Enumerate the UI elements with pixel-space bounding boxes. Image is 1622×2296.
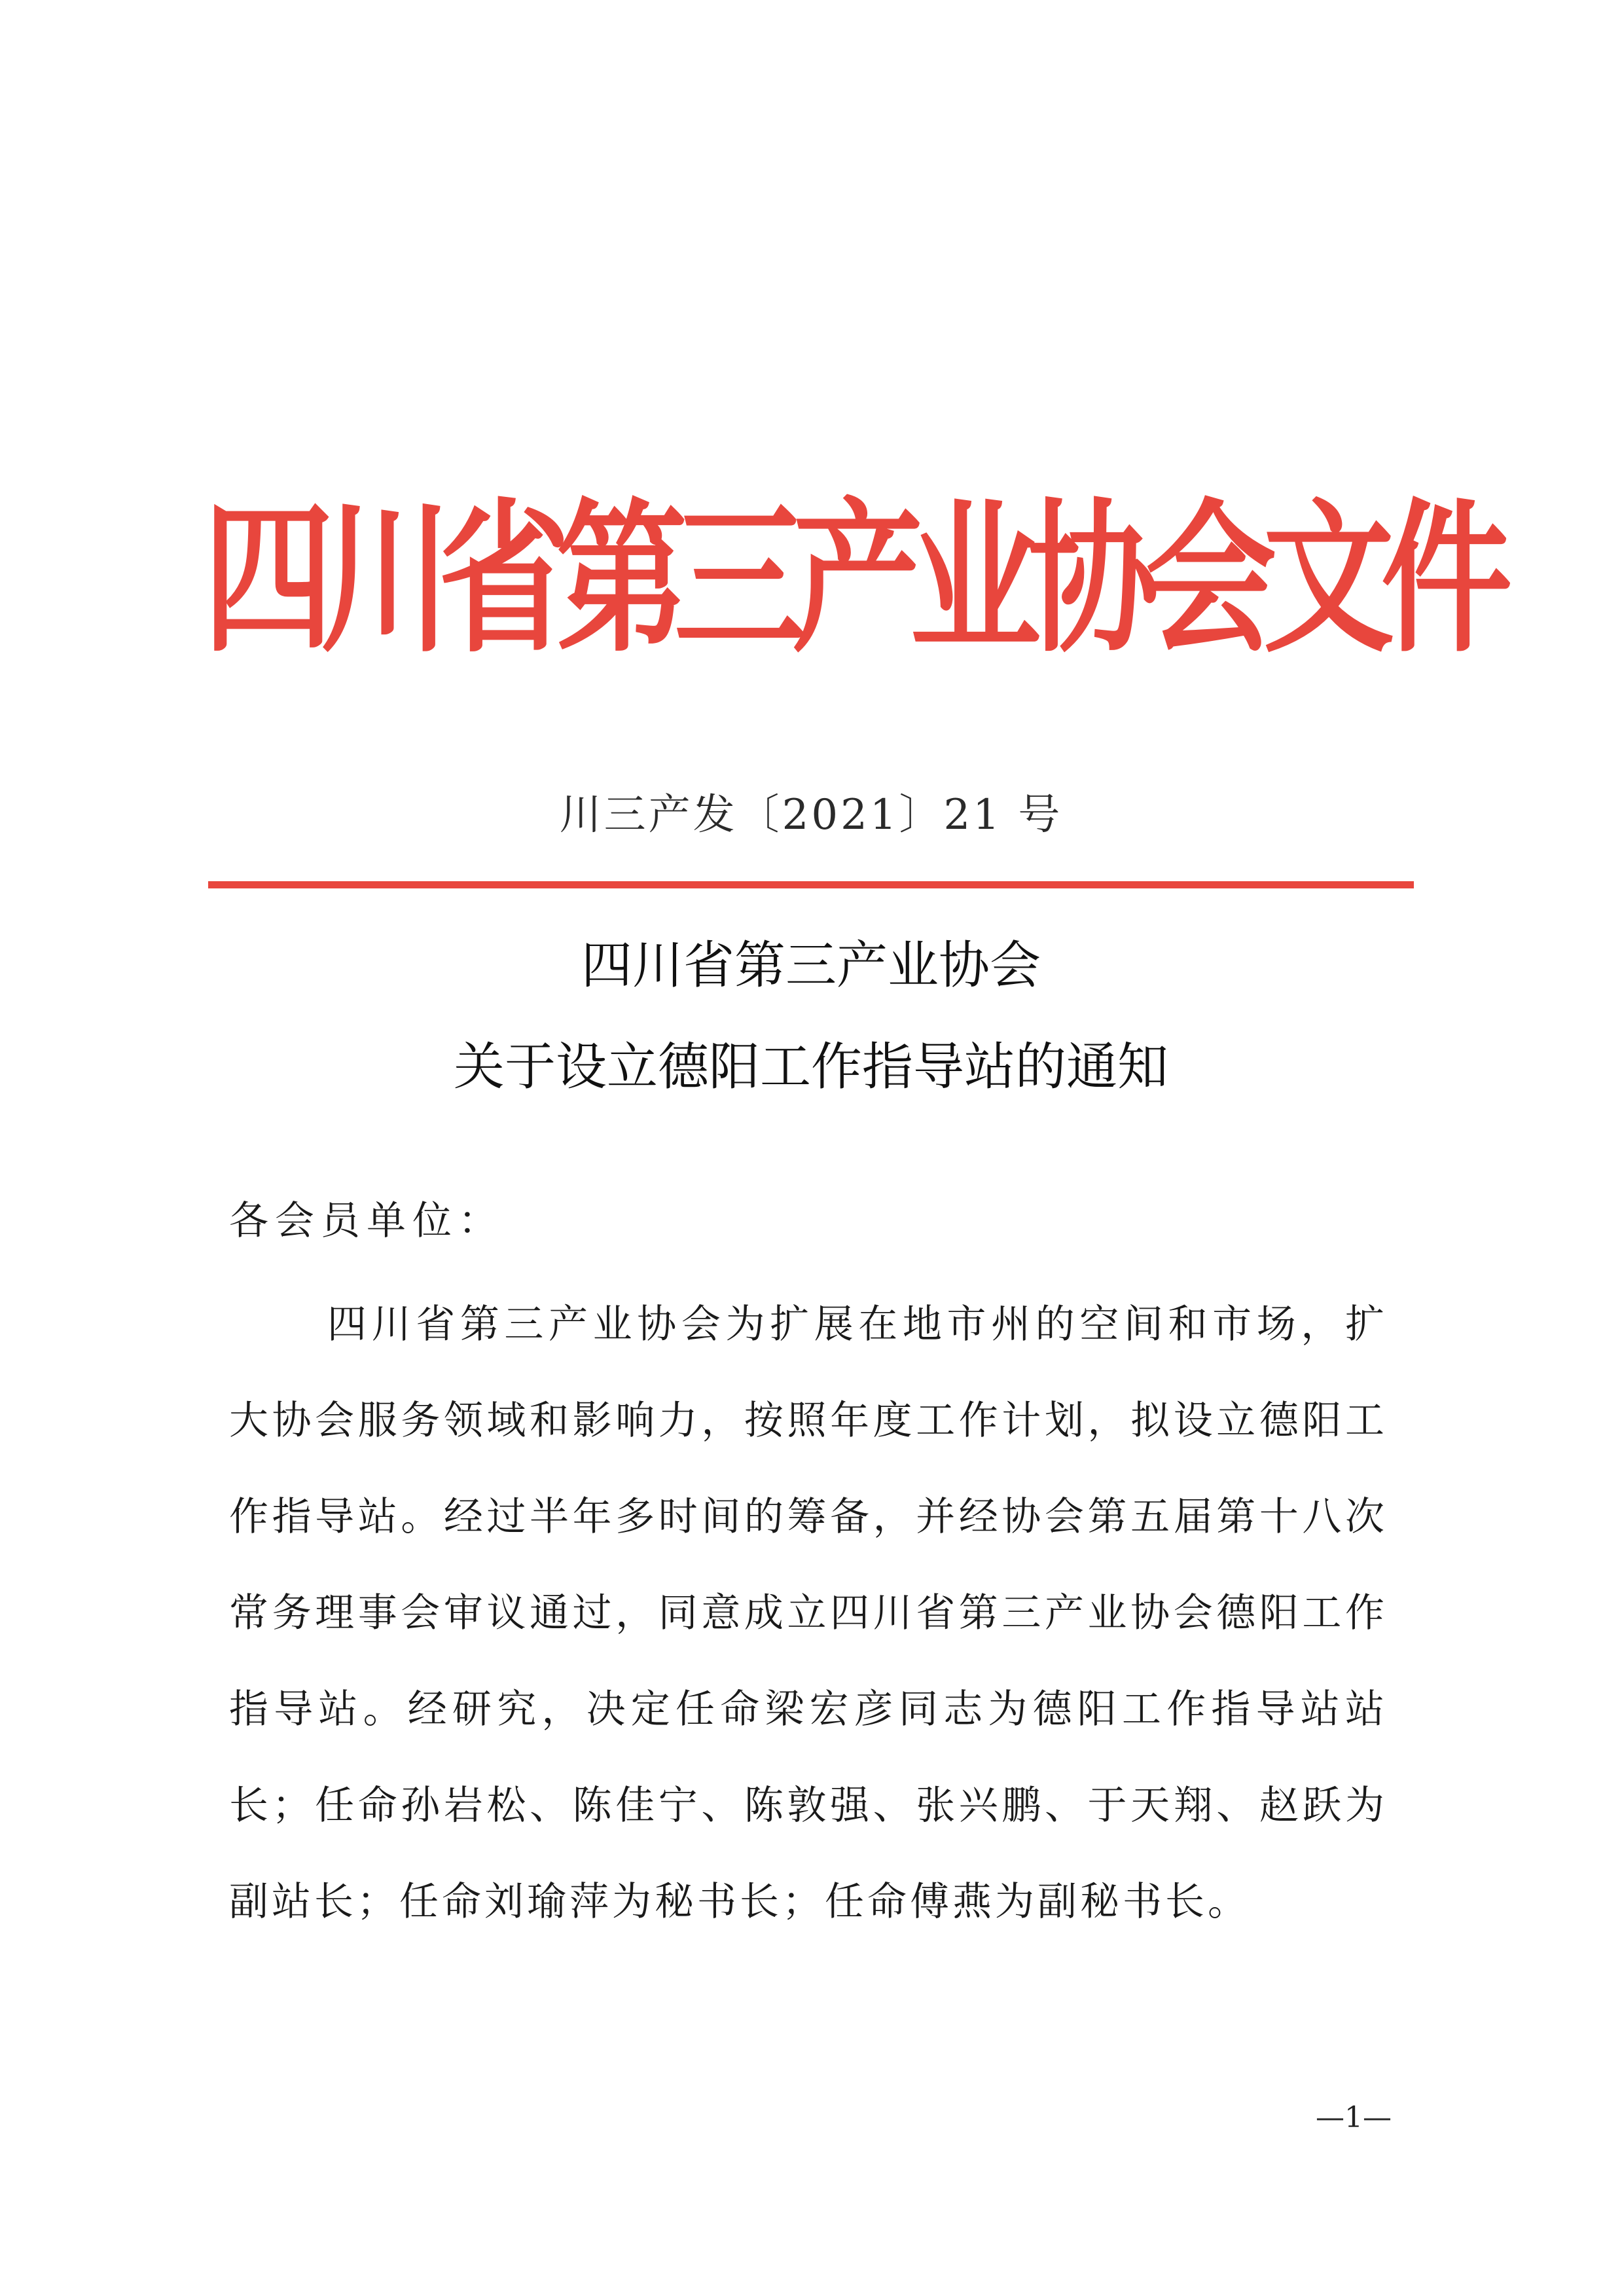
masthead-char: 省 <box>439 483 570 676</box>
masthead-char: 三 <box>674 483 806 676</box>
masthead-char: 业 <box>910 483 1041 676</box>
masthead-char: 文 <box>1263 483 1395 676</box>
masthead-char: 川 <box>321 483 452 676</box>
red-divider-line <box>208 881 1414 888</box>
masthead <box>203 481 1513 678</box>
masthead-char: 产 <box>792 483 924 676</box>
body-paragraph: 四川省第三产业协会为扩展在地市州的空间和市场，扩大协会服务领域和影响力，按照年度工作计划，拟设立德阳工作指导站。经过半年多时间的筹备，并经协会第五届第十八次常务理事会审议通过，同意成立四川省第三产业协会德阳工作指导站。经研究，决定任命梁宏彦同志为德阳工作指导站站长；任命孙岩松、陈佳宁、陈敦强、张兴鹏、于天翔、赵跃为副站长；任命刘瑜萍为秘书长；任命傅燕为副秘书长。 <box>229 1302 1388 1925</box>
page-number: —1— <box>1316 2101 1392 2134</box>
document-title-line-2: 关于设立德阳工作指导站的通知 <box>453 1038 1168 1097</box>
salutation: 各会员单位： <box>229 1198 504 1244</box>
masthead-char: 第 <box>556 483 688 676</box>
masthead-char: 协 <box>1028 483 1159 676</box>
masthead-char: 会 <box>1145 483 1277 676</box>
document-title-line-1: 四川省第三产业协会 <box>581 936 1041 995</box>
masthead-char: 件 <box>1381 483 1513 676</box>
document-number: 川三产发〔2021〕21 号 <box>559 791 1063 839</box>
masthead-char: 四 <box>203 483 334 676</box>
